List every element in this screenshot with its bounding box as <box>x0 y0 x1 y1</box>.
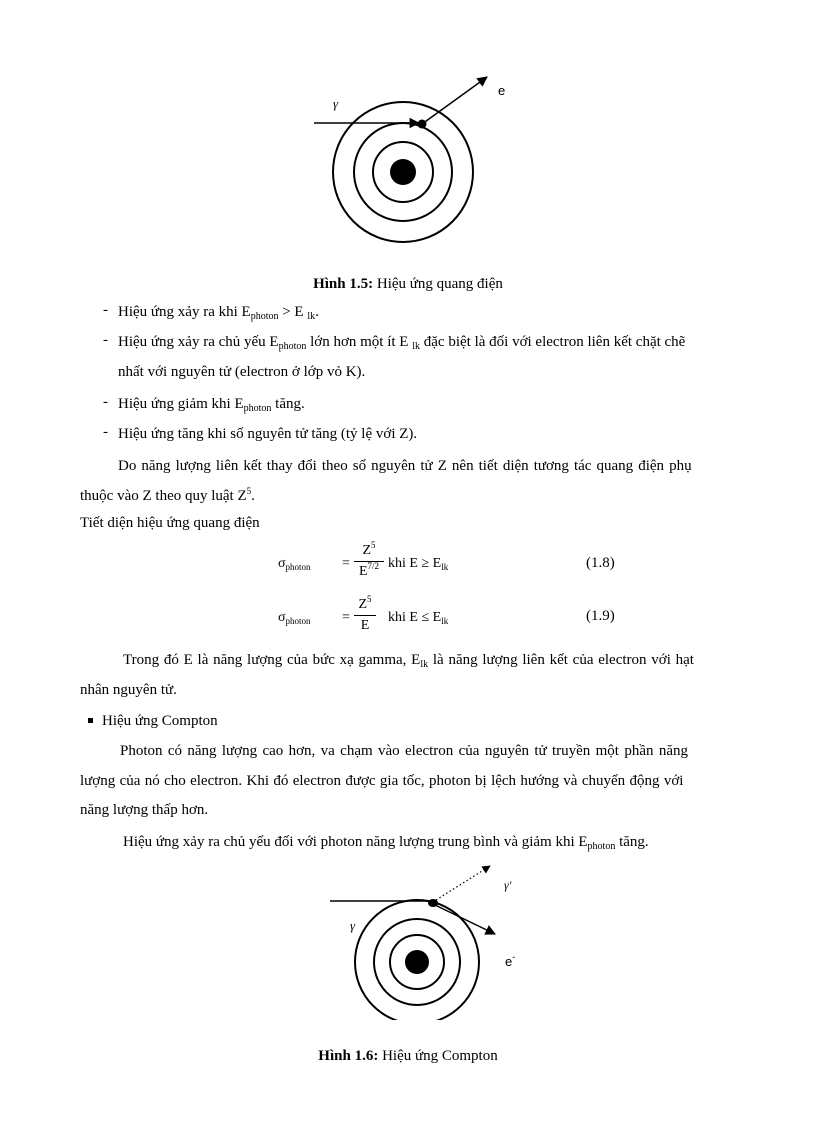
fraction: $Z^5$ $E^{7/2}$ <box>354 543 384 583</box>
fraction: $Z^5$ E <box>354 597 376 637</box>
dash-2: - <box>103 332 108 348</box>
bullet-1: Hiệu ứng xảy ra khi $E_{photon} > E$ $_{lk}$. <box>118 304 319 322</box>
paragraph-1-line-2: thuộc vào Z theo quy luật $Z^5$. <box>80 486 255 504</box>
compton-heading: Hiệu ứng Compton <box>102 713 218 729</box>
condition: khi $E \le E_{lk}$ <box>388 610 449 626</box>
section-label: Tiết diện hiệu ứng quang điện <box>80 515 260 531</box>
equation-number: (1.8) <box>586 555 615 571</box>
nucleus <box>390 159 416 185</box>
paragraph-2-line-2: nhân nguyên tử. <box>80 682 177 698</box>
nucleus <box>405 950 429 974</box>
bullet-2: Hiệu ứng xảy ra chủ yếu $E_{photon}$ lớn hơn một ít E $_{lk}$ đặc biệt là đối với electron liên kết chặt chẽ <box>118 334 686 352</box>
ejected-electron-arrow <box>422 77 487 124</box>
paragraph-2-line-1: Trong đó E là năng lượng của bức xạ gamma, $E_{lk}$ là năng lượng liên kết của electron với hạt <box>123 652 694 670</box>
paragraph-3-line-1: Photon có năng lượng cao hơn, va chạm vào electron của nguyên tử truyền một phần năng <box>120 743 688 759</box>
sigma: $\sigma_{photon}$ <box>278 610 311 626</box>
caption-number: Hình 1.6: <box>318 1048 379 1064</box>
paragraph-3-line-3: năng lượng thấp hơn. <box>80 802 209 818</box>
square-bullet-icon <box>88 718 93 723</box>
scattered-photon-arrow <box>436 866 490 900</box>
caption-text: Hiệu ứng Compton <box>378 1048 498 1064</box>
bullet-3: Hiệu ứng giảm khi $E_{photon}$ tăng. <box>118 396 305 414</box>
electron-label: e <box>498 83 506 98</box>
dash-4: - <box>103 424 108 440</box>
equation-number: (1.9) <box>586 608 615 624</box>
caption-text: Hiệu ứng quang điện <box>373 276 503 292</box>
figure-1-6-caption <box>0 1046 816 1066</box>
scattered-gamma-label: γ' <box>504 878 512 892</box>
paragraph-3-line-2: lượng của nó cho electron. Khi đó electron được gia tốc, photon bị lệch hướng và chuyển động với <box>80 773 684 789</box>
condition: khi $E \ge E_{lk}$ <box>388 556 449 572</box>
bullet-2-continued: nhất với nguyên tử (electron ở lớp vỏ K). <box>118 364 366 380</box>
figure-1-5-caption <box>0 274 816 294</box>
caption-number: Hình 1.5: <box>313 276 374 292</box>
gamma-label: γ <box>350 918 356 933</box>
equals-sign: = <box>342 556 350 571</box>
sigma: $\sigma_{photon}$ <box>278 556 311 572</box>
dash-1: - <box>103 302 108 318</box>
recoil-electron-label: e- <box>505 952 516 969</box>
dash-3: - <box>103 394 108 410</box>
paragraph-1-line-1: Do năng lượng liên kết thay đổi theo số nguyên tử Z nên tiết diện tương tác quang điện phụ <box>118 458 692 474</box>
gamma-label: γ <box>333 96 339 111</box>
equals-sign: = <box>342 610 350 625</box>
bullet-4: Hiệu ứng tăng khi số nguyên tử tăng (tỷ lệ với Z). <box>118 426 418 442</box>
paragraph-4: Hiệu ứng xảy ra chủ yếu đối với photon năng lượng trung bình và giảm khi $E_{photon}$ tăng. <box>123 834 649 852</box>
